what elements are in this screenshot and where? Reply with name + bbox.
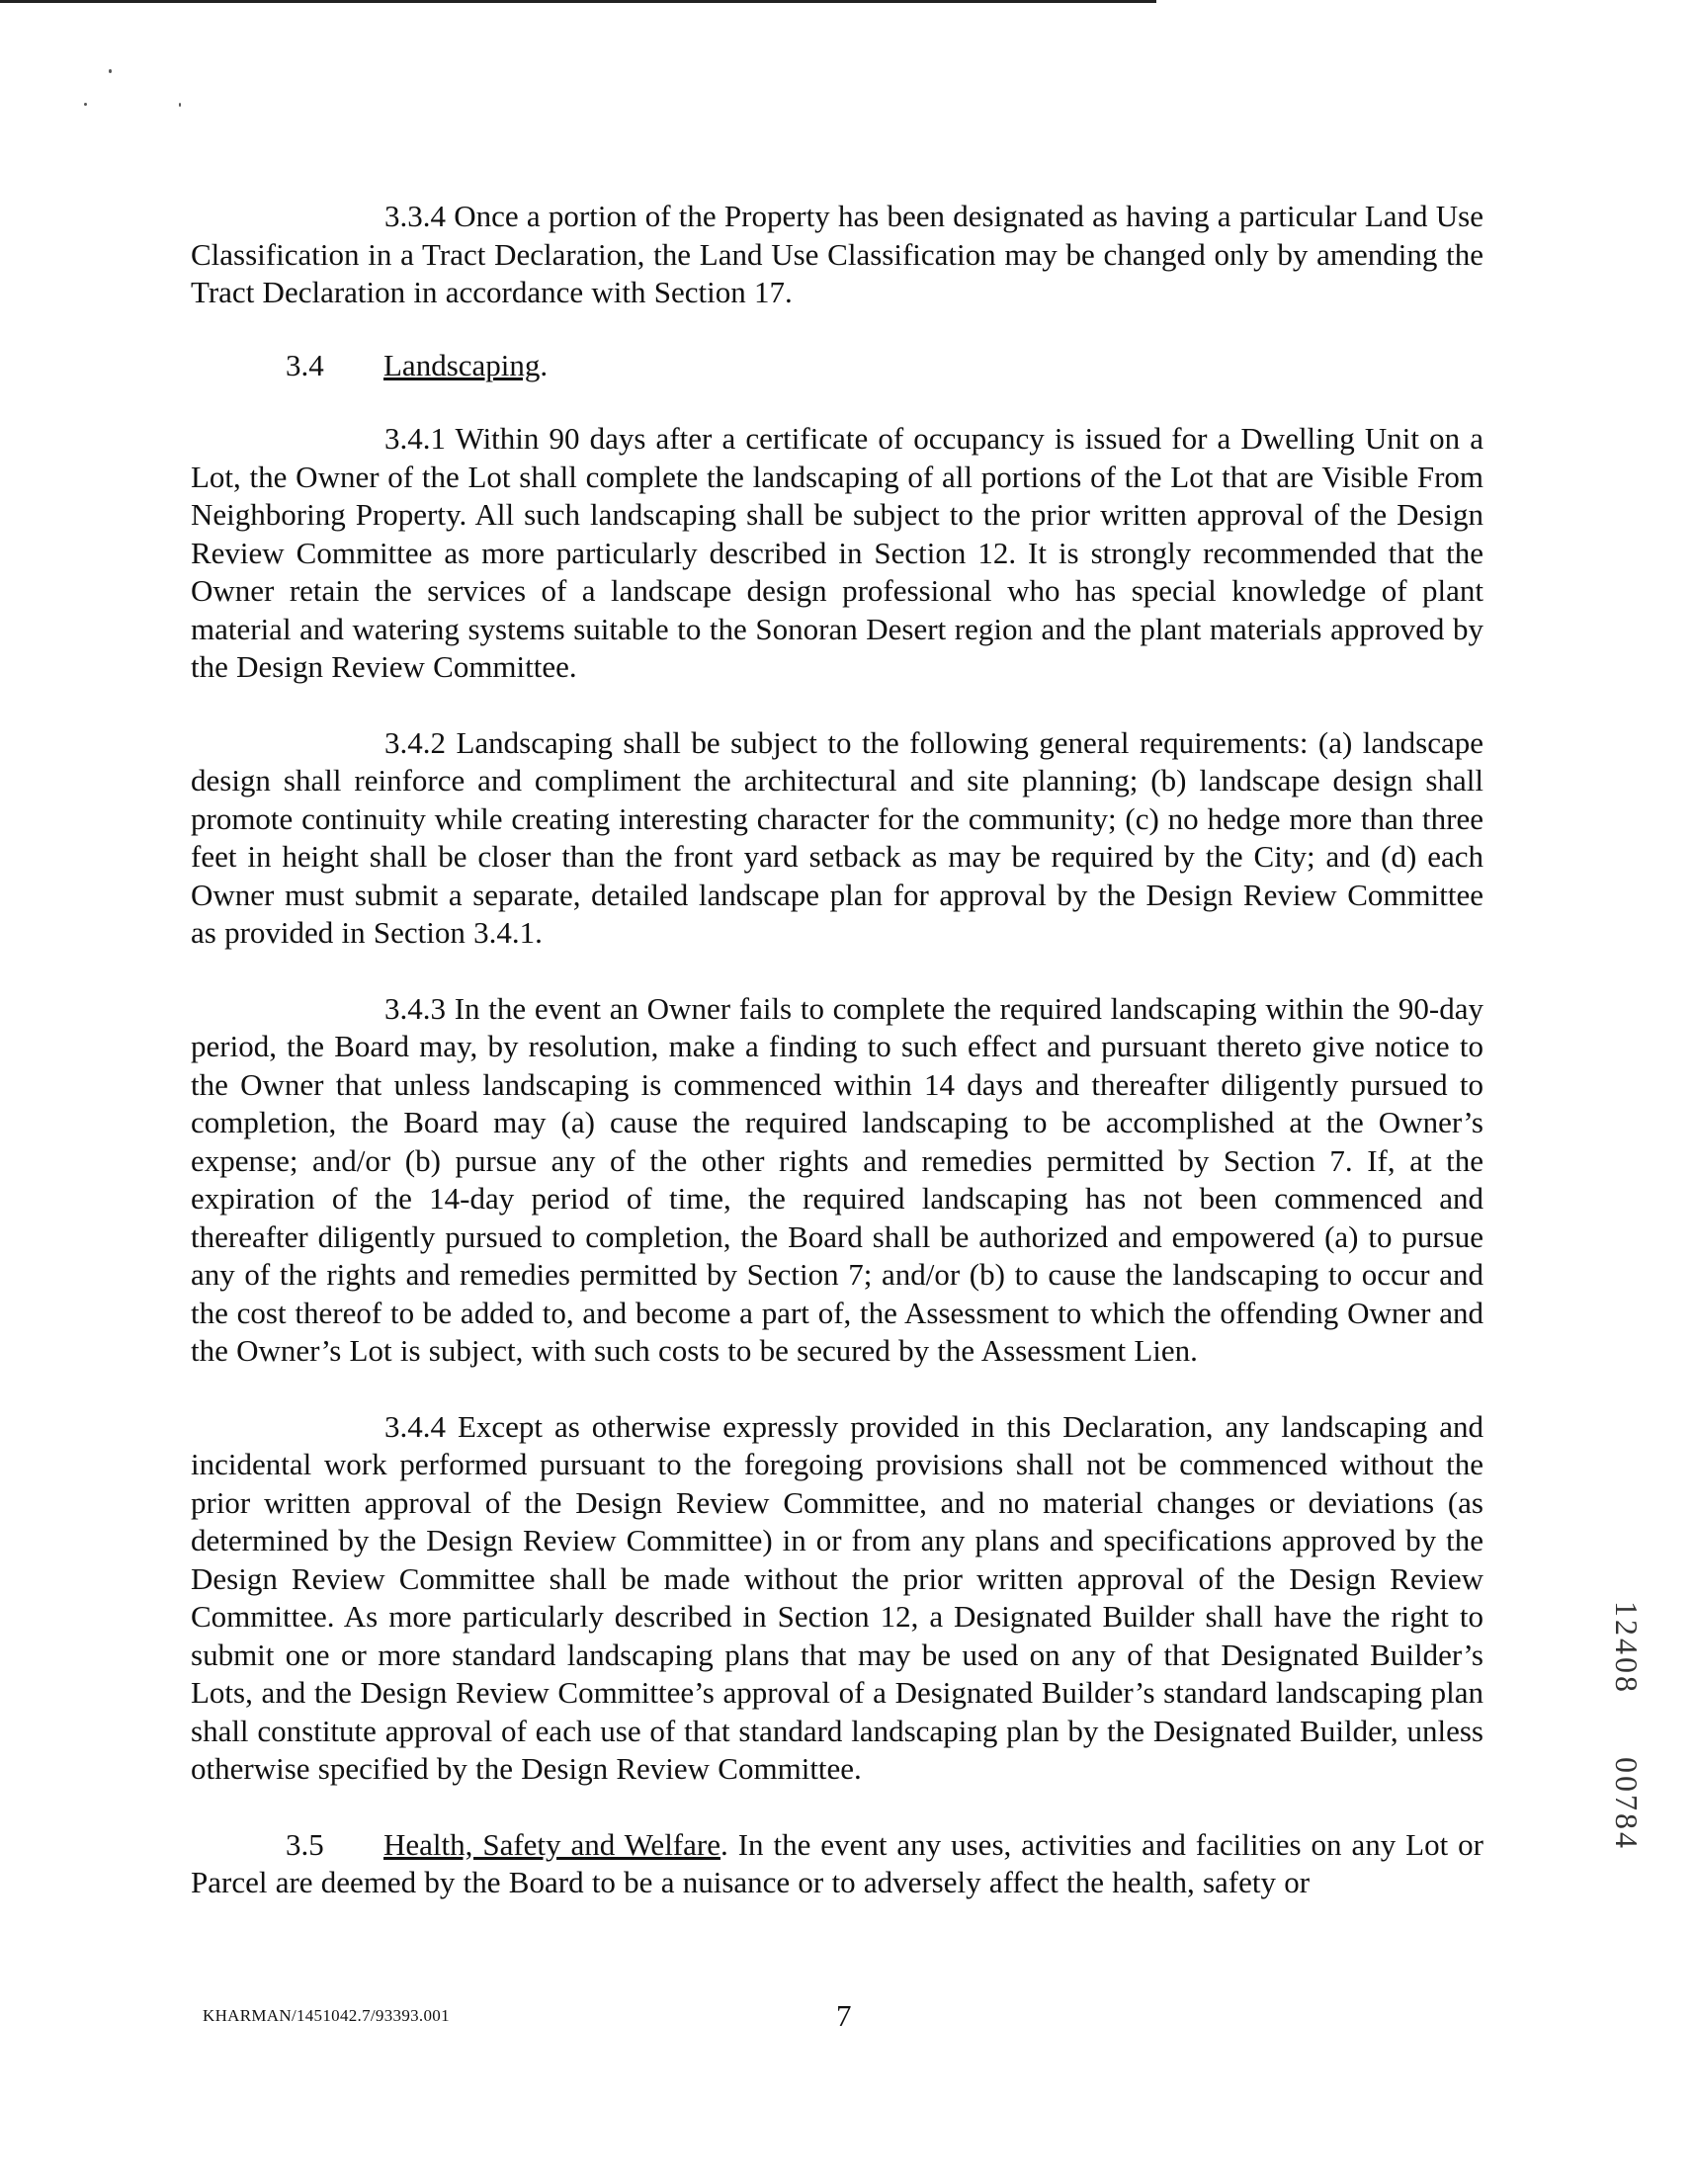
paragraph-3-5 [191, 1826, 1483, 1902]
scan-speck [84, 103, 87, 106]
paragraph-3-3-4: 3.3.4 Once a portion of the Property has been designated as having a particular Land Use Classification in a Tract Declaration, the Land Use Classification may be changed only by amending the Tract Declaration in accordance with Section 17. [191, 199, 1483, 309]
section-number: 3.5 [286, 1826, 324, 1862]
document-body [191, 198, 1483, 1902]
section-text: . In the event any uses, activities and facilities on any Lot or Parcel are deemed by the Board to be a nuisance or to adversely affect the health, safety or [191, 1826, 1484, 1899]
footer-document-id: KHARMAN/1451042.7/93393.001 [203, 2006, 450, 2025]
paragraph-3-4-2: 3.4.2 Landscaping shall be subject to the following general requirements: (a) landscape design shall reinforce and compliment the architectural and site planning; (b) landscape design shall promote continuity while creating interesting character for the community; (c) no hedge more than three feet in height shall be closer than the front yard setback as may be required by the City; and (d) each Owner must submit a separate, detailed landscape plan for approval by the Design Review Committee as provided in Section 3.4.1. [191, 724, 1483, 950]
paragraph-3-4-4: 3.4.4 Except as otherwise expressly provided in this Declaration, any landscaping and incidental work performed pursuant to the foregoing provisions shall not be commenced without the prior written approval of the Design Review Committee, and no material changes or deviations (as determined by the Design Review Committee) in or from any plans and specifications approved by the Design Review Committee shall be made without the prior written approval of the Design Review Committee. As more particularly described in Section 12, a Designated Builder shall have the right to submit one or more standard landscaping plans that may be used on any of that Designated Builder’s Lots, and the Design Review Committee’s approval of a Designated Builder’s standard landscaping plan shall constitute approval of each use of that standard landscaping plan by the Designated Builder, unless otherwise specified by the Design Review Committee. [191, 1408, 1483, 1786]
page-number: 7 [836, 1998, 852, 2033]
stamp-line-1: 12408 [1609, 1601, 1645, 1695]
section-heading-3-4 [191, 347, 1483, 385]
stamp-line-2: 00784 [1609, 1757, 1645, 1851]
top-scan-border [0, 0, 1156, 3]
scan-speck [179, 103, 181, 107]
section-title: Health, Safety and Welfare [383, 1826, 720, 1862]
recording-stamp [1586, 1601, 1645, 1897]
section-title-period: . [540, 347, 549, 382]
paragraph-3-4-1: 3.4.1 Within 90 days after a certificate of occupancy is issued for a Dwelling Unit on a Lot, the Owner of the Lot shall complete the landscaping of all portions of the Lot that are Visible From Neighboring Property. All such landscaping shall be subject to the prior written approval of the Design Review Committee as more particularly described in Section 12. It is strongly recommended that the Owner retain the services of a landscape design professional who has special knowledge of plant material and watering systems suitable to the Sonoran Desert region and the plant materials approved by the Design Review Committee. [191, 421, 1483, 684]
scan-speck [109, 69, 112, 73]
section-title: Landscaping [383, 347, 541, 382]
section-number: 3.4 [286, 347, 324, 382]
paragraph-3-4-3: 3.4.3 In the event an Owner fails to complete the required landscaping within the 90-day period, the Board may, by resolution, make a finding to such effect and pursuant thereto give notice to the Owner that unless landscaping is commenced within 14 days and thereafter diligently pursued to completion, the Board may (a) cause the required landscaping to be accomplished at the Owner’s expense; and/or (b) pursue any of the other rights and remedies permitted by Section 7. If, at the expiration of the 14-day period of time, the required landscaping has not been commenced and thereafter diligently pursued to completion, the Board shall be authorized and empowered (a) to pursue any of the rights and remedies permitted by Section 7; and/or (b) to cause the landscaping to occur and the cost thereof to be added to, and become a part of, the Assessment to which the offending Owner and the Owner’s Lot is subject, with such costs to be secured by the Assessment Lien. [191, 990, 1483, 1368]
